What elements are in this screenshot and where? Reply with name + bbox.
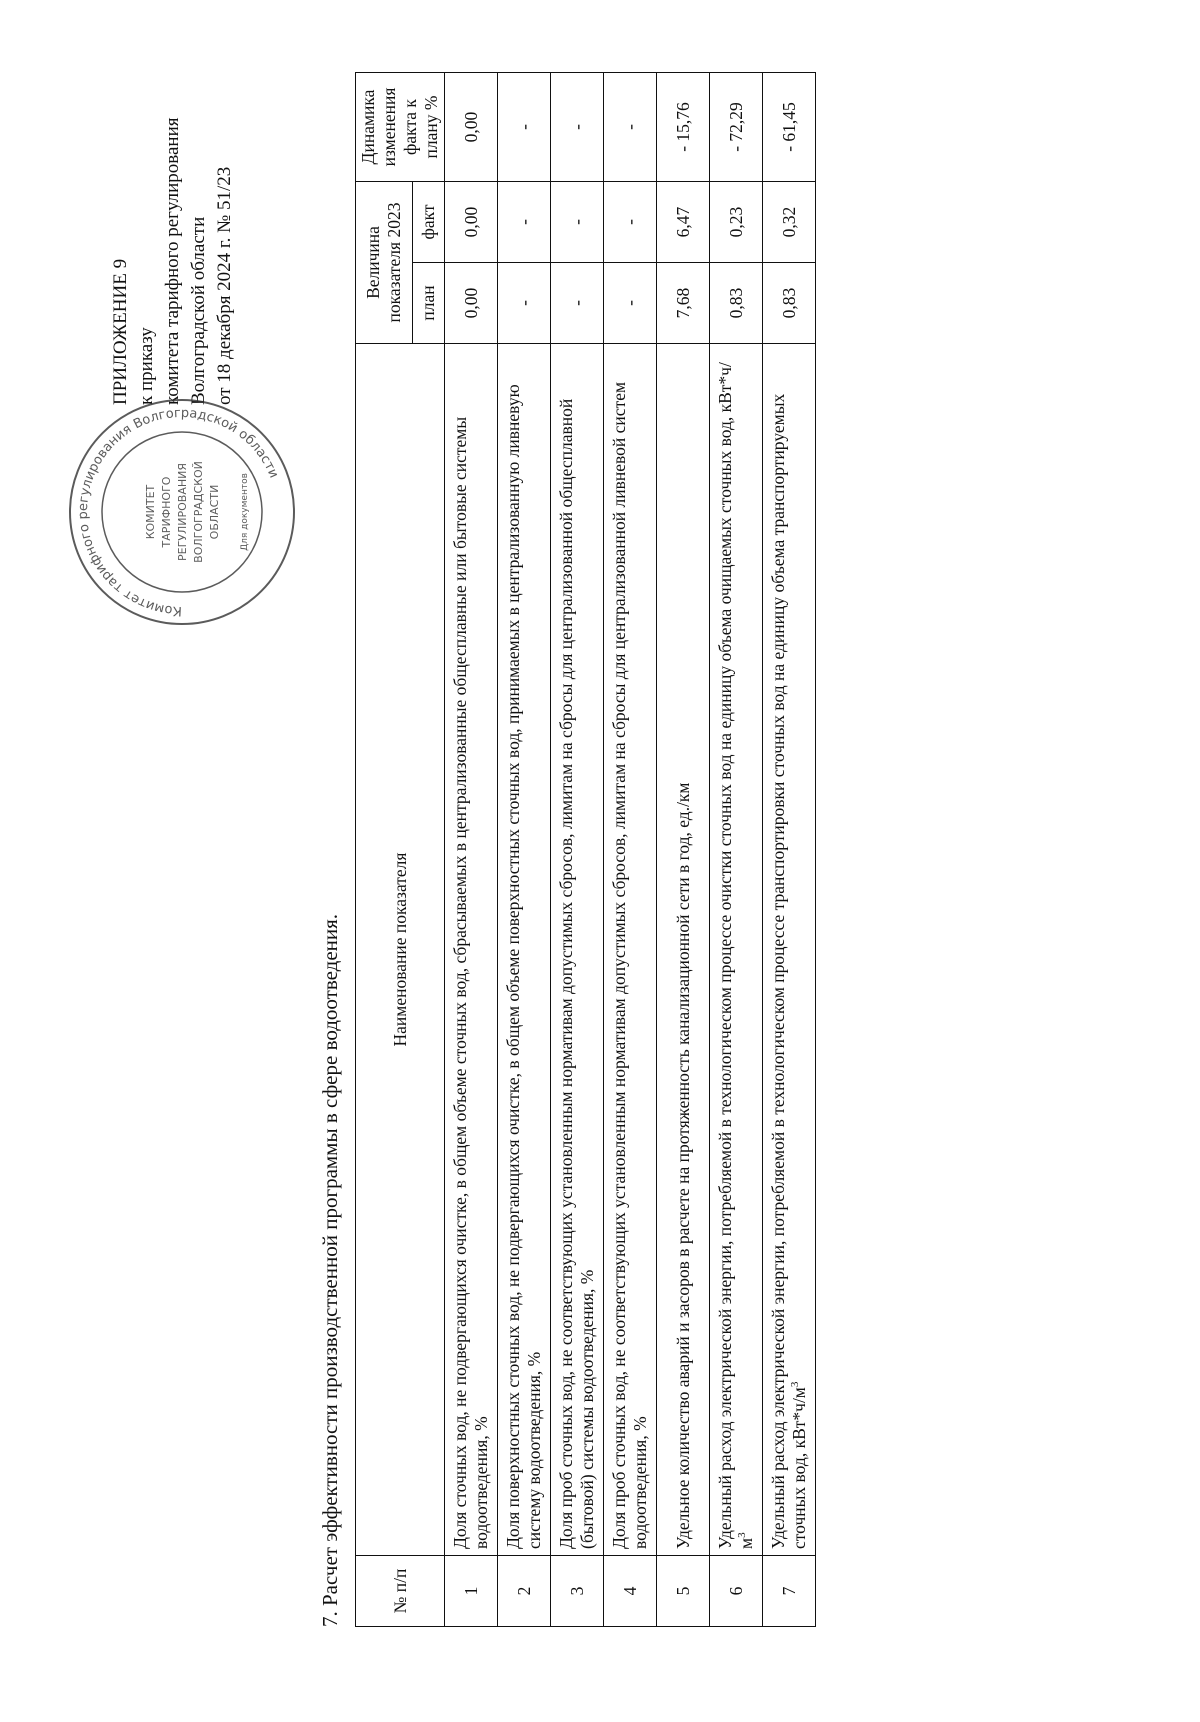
table-row xyxy=(763,73,816,1627)
seal-graphic xyxy=(62,392,302,632)
indicator-name: Удельный расход электрической энергии, потребляемой в технологическом процессе транспортировки сточных вод на единицу объема транспортируемых сточных вод, $кВт*ч/м^3$ xyxy=(763,344,816,1556)
header-fact: факт xyxy=(413,182,445,263)
efficiency-table xyxy=(355,72,816,1627)
appendix-line: комитета тарифного регулирования xyxy=(162,117,183,405)
fact-value: 6,47 xyxy=(657,182,710,263)
dynamics-value: - 15,76 xyxy=(657,73,710,182)
header-num: № п/п xyxy=(356,1556,445,1627)
indicator-name: Доля проб сточных вод, не соответствующих установленным нормативам допустимых сбросов, лимитам на сбросы для централизованной общесплавной (бытовой) системы водоотведения, % xyxy=(551,344,604,1556)
fact-value: - xyxy=(498,182,551,263)
appendix-title: ПРИЛОЖЕНИЕ 9 xyxy=(110,258,131,405)
plan-value: - xyxy=(604,263,657,344)
fact-value: - xyxy=(551,182,604,263)
section-heading: 7. Расчет эффективности производственной программы в сфере водоотведения. xyxy=(318,913,342,1627)
indicator-name: Удельный расход электрической энергии, потребляемой в технологическом процессе очистки сточных вод на единицу объема очищаемых сточных вод, $кВт*ч/м^3$ xyxy=(710,344,763,1556)
plan-value: - xyxy=(498,263,551,344)
dynamics-value: - xyxy=(498,73,551,182)
row-number: 2 xyxy=(498,1556,551,1627)
table-row xyxy=(551,73,604,1627)
dynamics-value: 0,00 xyxy=(445,73,498,182)
official-seal-stamp xyxy=(62,392,302,632)
header-name: Наименование показателя xyxy=(356,344,445,1556)
svg-text:КОМИТЕТ: КОМИТЕТ xyxy=(144,484,157,540)
appendix-line: к приказу xyxy=(136,327,157,405)
svg-text:ОБЛАСТИ: ОБЛАСТИ xyxy=(208,484,221,540)
table-row xyxy=(710,73,763,1627)
row-number: 4 xyxy=(604,1556,657,1627)
table-row xyxy=(657,73,710,1627)
row-number: 1 xyxy=(445,1556,498,1627)
fact-value: 0,23 xyxy=(710,182,763,263)
indicator-name: Доля сточных вод, не подвергающихся очистке, в общем объеме сточных вод, сбрасываемых в централизованные общесплавные или бытовые системы водоотведения, % xyxy=(445,344,498,1556)
plan-value: 0,83 xyxy=(710,263,763,344)
table-row xyxy=(498,73,551,1627)
row-number: 3 xyxy=(551,1556,604,1627)
plan-value: - xyxy=(551,263,604,344)
appendix-header xyxy=(108,85,238,405)
row-number: 6 xyxy=(710,1556,763,1627)
seal-ring-text: Комитет тарифного регулирования Волгоградской области xyxy=(75,405,282,619)
fact-value: 0,00 xyxy=(445,182,498,263)
dynamics-value: - xyxy=(604,73,657,182)
row-number: 5 xyxy=(657,1556,710,1627)
svg-text:РЕГУЛИРОВАНИЯ: РЕГУЛИРОВАНИЯ xyxy=(176,462,189,562)
table-row xyxy=(445,73,498,1627)
row-number: 7 xyxy=(763,1556,816,1627)
svg-text:ВОЛГОГРАДСКОЙ: ВОЛГОГРАДСКОЙ xyxy=(192,461,205,563)
plan-value: 0,00 xyxy=(445,263,498,344)
appendix-line: Волгоградской области xyxy=(188,216,209,405)
dynamics-value: - xyxy=(551,73,604,182)
indicator-name: Доля проб сточных вод, не соответствующих установленным нормативам допустимых сбросов, лимитам на сбросы для централизованной ливневой систем водоотведения, % xyxy=(604,344,657,1556)
fact-value: - xyxy=(604,182,657,263)
dynamics-value: - 72,29 xyxy=(710,73,763,182)
indicator-name: Доля поверхностных сточных вод, не подвергающихся очистке, в общем объеме поверхностных сточных вод, принимаемых в централизованную ливневую систему водоотведения, % xyxy=(498,344,551,1556)
dynamics-value: - 61,45 xyxy=(763,73,816,182)
svg-text:ТАРИФНОГО: ТАРИФНОГО xyxy=(160,476,173,548)
plan-value: 0,83 xyxy=(763,263,816,344)
table-row xyxy=(604,73,657,1627)
header-value-group: Величина показателя 2023 xyxy=(356,182,413,344)
svg-text:Для документов: Для документов xyxy=(240,473,250,551)
plan-value: 7,68 xyxy=(657,263,710,344)
fact-value: 0,32 xyxy=(763,182,816,263)
header-plan: план xyxy=(413,263,445,344)
indicator-name: Удельное количество аварий и засоров в расчете на протяженность канализационной сети в год, ед./км xyxy=(657,344,710,1556)
header-dynamics: Динамика изменения факта к плану % xyxy=(356,73,445,182)
appendix-date-number: от 18 декабря 2024 г. № 51/23 xyxy=(214,166,235,405)
